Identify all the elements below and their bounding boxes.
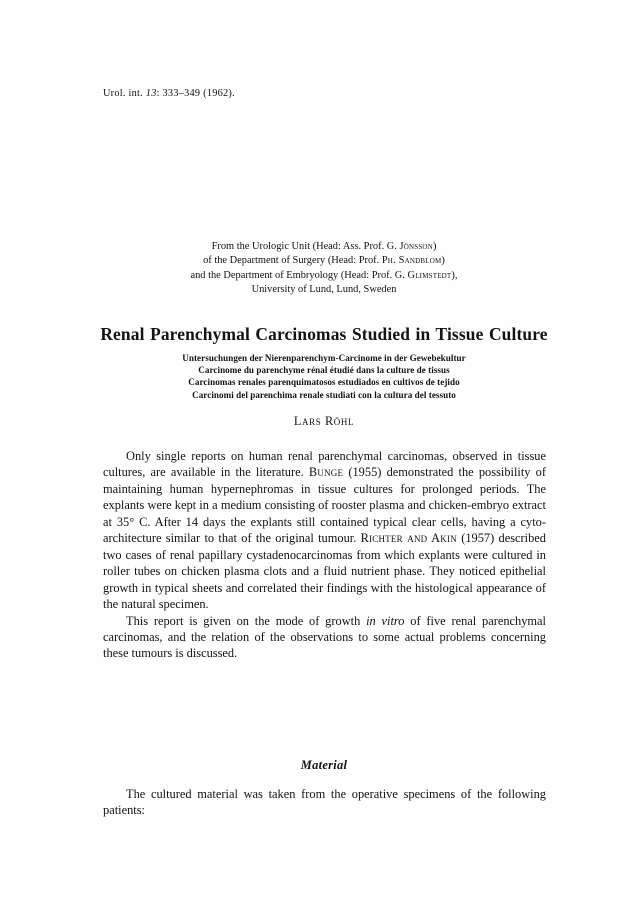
paragraph-intro: [103, 448, 546, 613]
paragraph-intro-part-2: (1955) demonstrated the possibility of maintaining human hypernephromas in tissue cultures for prolonged periods. The explants were kept in a medium consisting of rooster plasma and chicken-embryo extract at 35° C. After 14 days the explants still contained typical clear cells, having a cyto-architecture similar to that of the original tumour.: [103, 465, 547, 546]
affiliation-line-3: [103, 269, 545, 283]
affiliation-line-2-tail: ): [441, 255, 445, 267]
affiliation-line-1: [103, 240, 545, 254]
affiliation-line-2: [103, 254, 545, 268]
paragraph-intro-part-3: (1957) described two cases of renal papillary cystadenocarcinomas from which explants were cultured in roller tubes on chicken plasma clots and a fluid nutrient phase. They noticed epithelial growth in typical sheets and correlated their findings with the histological appearance of the natural specimen.: [103, 531, 546, 612]
affiliation-line-3-text: and the Department of Embryology (Head: Prof. G.: [190, 269, 408, 281]
author-name: Lars Röhl: [293, 414, 355, 428]
affiliation-line-3-tail: ),: [451, 269, 458, 281]
affiliation-name-glimstedt: Glimstedt: [407, 269, 452, 281]
material-section-column: [103, 786, 546, 819]
journal-citation-line: [103, 88, 235, 99]
paragraph-intro-part-1: Only single reports on human renal parenchymal carcinomas, observed in tissue cultures, are available in the literature.: [103, 449, 546, 480]
affiliation-name-sandblom: Ph. Sandblom: [381, 255, 442, 267]
affiliation-line-1-tail: ): [432, 241, 437, 252]
paragraph-material: The cultured material was taken from the operative specimens of the following patients:: [103, 787, 546, 818]
journal-citation-prefix: Urol. int.: [103, 88, 146, 99]
translated-subtitles: [103, 352, 545, 401]
subtitle-german: Untersuchungen der Nierenparenchym-Carcinome in der Gewebekultur: [182, 353, 466, 363]
affiliation-line-4: University of Lund, Lund, Sweden: [251, 284, 397, 296]
affiliation-line-1-text: From the Urologic Unit (Head: Ass. Prof. G.: [211, 241, 400, 252]
page-title: Renal Parenchymal Carcinomas Studied in Tissue Culture: [100, 323, 548, 344]
paragraph-report-part-1: This report is given on the mode of growth: [126, 613, 367, 628]
journal-volume: 13: [145, 88, 157, 99]
citation-richter-and-akin: Richter and Akin: [360, 531, 457, 546]
subtitle-french: Carcinome du parenchyme rénal étudié dans la culture de tissus: [198, 365, 450, 376]
section-heading-material: Material: [300, 758, 348, 773]
citation-bunge: Bunge: [308, 465, 344, 480]
affiliation-name-jonsson: Jönsson: [399, 241, 433, 252]
paragraph-report-scope: [103, 613, 546, 662]
affiliation-line-2-text: of the Department of Surgery (Head: Prof.: [203, 255, 382, 267]
journal-citation-suffix: : 333–349 (1962).: [156, 88, 235, 99]
body-text-column: [103, 448, 546, 662]
subtitle-spanish: Carcinomas renales parenquimatosos estudiados en cultivos de tejido: [188, 377, 460, 388]
subtitle-italian: Carcinomi del parenchima renale studiati con la cultura del tessuto: [192, 389, 456, 400]
affiliation-block: [103, 240, 545, 298]
paragraph-report-part-2: of five renal parenchymal carcinomas, and the relation of the observations to some actual problems concerning these tumours is discussed.: [103, 613, 546, 661]
emphasis-in-vitro: in vitro: [366, 613, 405, 628]
